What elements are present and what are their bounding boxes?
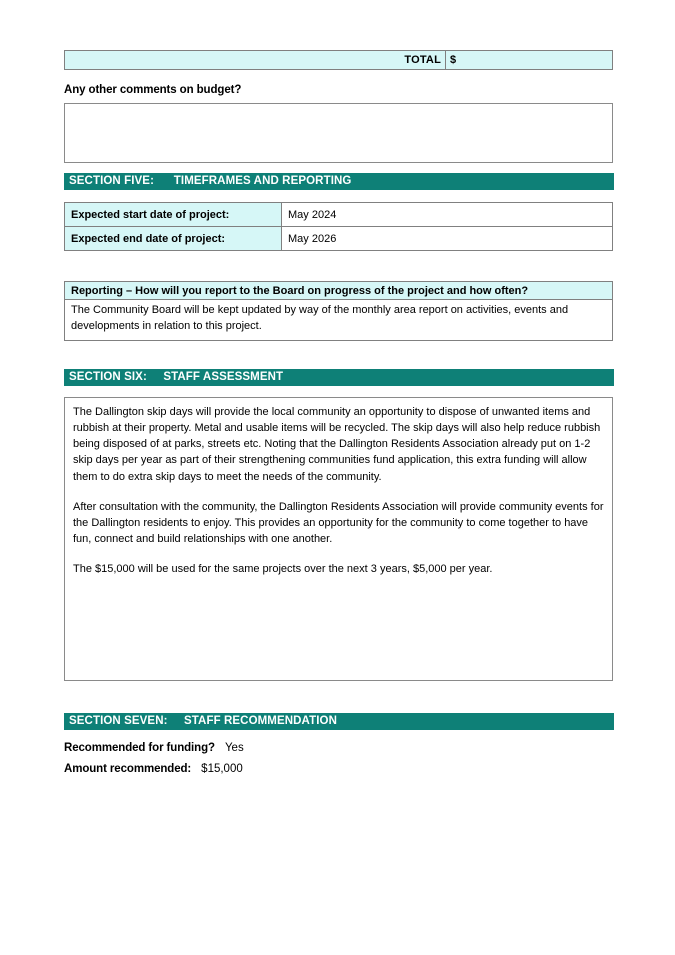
timeframes-table: [64, 202, 613, 251]
amount-recommended-value[interactable]: $15,000: [201, 763, 243, 775]
reporting-table: [64, 281, 613, 341]
expected-start-date-label: Expected start date of project:: [65, 203, 282, 227]
budget-total-table: [64, 50, 613, 70]
table-row: [65, 282, 613, 300]
document-content: [64, 50, 613, 775]
recommended-for-funding-label: Recommended for funding?: [64, 742, 215, 754]
recommended-for-funding-row: [64, 742, 613, 754]
staff-assessment-paragraph: The Dallington skip days will provide the local community an opportunity to dispose of unwanted items and rubbish at their property. Metal and usable items will be recycled. The skip days will also help reduce rubbish being disposed of at parks, streets etc. Noting that the Dallington Residents Association already put on 1-2 skip days per year as part of their strengthening communities fund application, this extra funding will allow them to do extra skip days to meet the needs of the community.: [73, 406, 601, 483]
staff-assessment-box[interactable]: [64, 397, 613, 681]
reporting-question-label: Reporting – How will you report to the Board on progress of the project and how often?: [65, 282, 613, 300]
budget-total-label: TOTAL: [65, 51, 446, 70]
table-row: [65, 203, 613, 227]
budget-comments-question: Any other comments on budget?: [64, 84, 242, 96]
expected-start-date-value[interactable]: May 2024: [282, 203, 613, 227]
expected-end-date-value[interactable]: May 2026: [282, 227, 613, 251]
budget-comments-input[interactable]: [64, 103, 613, 163]
table-row: [65, 227, 613, 251]
staff-assessment-paragraph: The $15,000 will be used for the same projects over the next 3 years, $5,000 per year.: [73, 563, 493, 576]
amount-recommended-row: [64, 763, 613, 775]
section-six-header: SECTION SIX: STAFF ASSESSMENT: [64, 369, 614, 386]
recommended-for-funding-value[interactable]: Yes: [224, 742, 244, 754]
section-five-header: SECTION FIVE: TIMEFRAMES AND REPORTING: [64, 173, 614, 190]
amount-recommended-label: Amount recommended:: [64, 763, 192, 775]
staff-assessment-paragraph: After consultation with the community, the Dallington Residents Association will provide community events for the Dallington residents to enjoy. This provides an opportunity for the community to come together to have fun, connect and build relationships with one another.: [73, 500, 604, 546]
expected-end-date-label: Expected end date of project:: [65, 227, 282, 251]
section-seven-header: SECTION SEVEN: STAFF RECOMMENDATION: [64, 713, 614, 730]
reporting-answer-value[interactable]: The Community Board will be kept updated by way of the monthly area report on activities, events and developments in relation to this project.: [65, 300, 613, 341]
budget-total-value[interactable]: $: [446, 51, 613, 70]
table-row: [65, 300, 613, 341]
table-row: [65, 51, 613, 70]
